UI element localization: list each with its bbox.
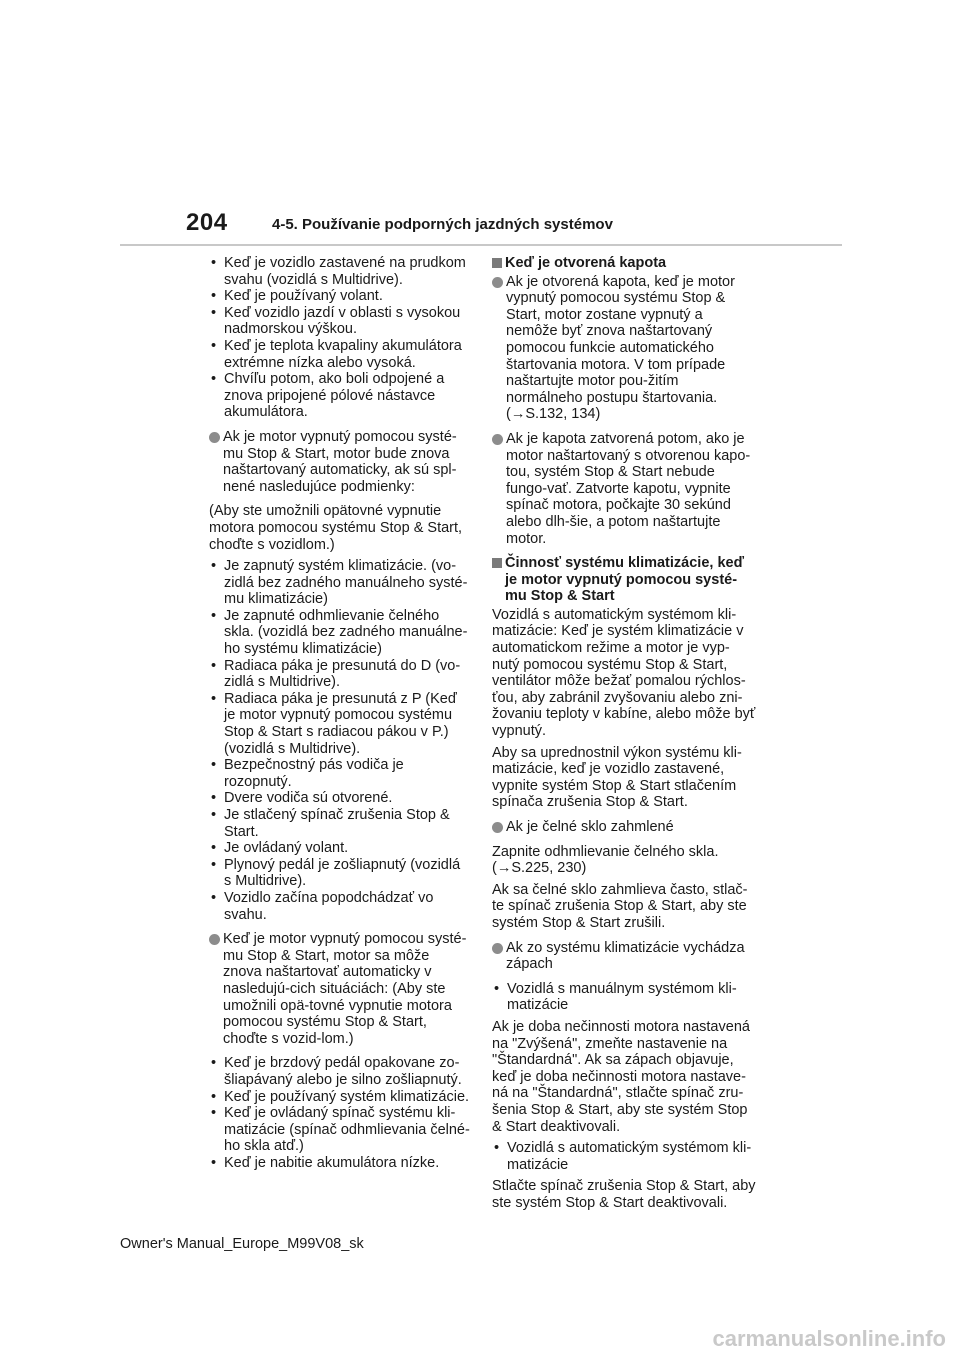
bullet-list: [492, 1140, 756, 1173]
list-item: • Keď je nabitie akumulátora nízke.: [209, 1155, 471, 1172]
paragraph: Vozidlá s automatickým systémom kli-matizácie: Keď je systém klimatizácie v automatickom režime a motor je vyp-nutý pomocou systému Stop & Start, ventilátor môže bežať pomalou rýchlos-ťou, aby zabránil zvyšovaniu alebo zni-žovaniu teploty v kabíne, alebo môže byť vypnutý.: [492, 606, 756, 740]
list-item: • Je ovládaný volant.: [209, 840, 471, 857]
circle-bullet-paragraph: [492, 819, 756, 836]
list-item: • Keď je brzdový pedál opakovane zo-šliapávaný alebo je silno zošliapnutý.: [209, 1055, 471, 1088]
paragraph: Ak sa čelné sklo zahmlieva často, stlač-te spínač zrušenia Stop & Start, aby ste systém Stop & Start zrušili.: [492, 881, 748, 931]
bullet-list-conditions: [209, 255, 471, 421]
circle-bullet-text: Keď je motor vypnutý pomocou systé-mu Stop & Start, motor sa môže znova naštartovať automaticky v nasledujú-cich situáciách: (Aby ste umožnili opä-tovné vypnutie motora pomocou systému Stop & Start, choďte s vozid-lom.): [223, 931, 467, 1047]
bullet-list-restart-conditions: [209, 558, 471, 923]
list-item: • Plynový pedál je zošliapnutý (vozidlá s Multidrive).: [209, 857, 471, 890]
list-item: • Keď vozidlo jazdí v oblasti s vysokou nadmorskou výškou.: [209, 305, 471, 338]
list-item: • Vozidlo začína popodchádzať vo svahu.: [209, 890, 471, 923]
list-item: • Keď je teplota kvapaliny akumulátora extrémne nízka alebo vysoká.: [209, 338, 471, 371]
circle-bullet-text: Ak je čelné sklo zahmlené: [506, 819, 674, 835]
chapter-title: 4-5. Používanie podporných jazdných systémov: [272, 216, 613, 233]
list-item: • Vozidlá s manuálnym systémom kli-matizácie: [492, 981, 756, 1014]
list-item: • Je zapnuté odhmlievanie čelného skla. (vozidlá bez zadného manuálne-ho systému klimatizácie): [209, 608, 471, 658]
circle-bullet-paragraph: [209, 931, 471, 1047]
list-item: • Keď je ovládaný spínač systému kli-matizácie (spínač odhmlievania čelné-ho skla atď.): [209, 1105, 471, 1155]
list-item: • Dvere vodiča sú otvorené.: [209, 790, 471, 807]
right-column: [492, 255, 756, 1216]
header-divider: [120, 244, 842, 246]
square-bullet-icon: [492, 558, 502, 568]
paragraph: Stlačte spínač zrušenia Stop & Start, aby ste systém Stop & Start deaktivovali.: [492, 1178, 756, 1211]
list-item: • Chvíľu potom, ako boli odpojené a znova pripojené pólové nástavce akumulátora.: [209, 371, 471, 421]
bullet-list-auto-restart: [209, 1055, 471, 1171]
list-item: • Je stlačený spínač zrušenia Stop & Start.: [209, 807, 471, 840]
circle-bullet-icon: [492, 822, 503, 833]
section-heading: [492, 255, 756, 272]
list-item: • Keď je používaný systém klimatizácie.: [209, 1089, 471, 1106]
circle-bullet-paragraph: [492, 431, 756, 547]
left-column: [209, 255, 471, 1179]
section-heading: [492, 555, 756, 605]
paragraph: Ak je doba nečinnosti motora nastavená na "Zvýšená", zmeňte nastavenie na "Štandardná". Ak sa zápach objavuje, keď je doba nečinnosti motora nastave-ná na "Štandardná", stlačte spínač zru-šenia Stop & Start, aby ste systém Stop & Start deaktivovali.: [492, 1018, 750, 1135]
circle-bullet-paragraph: [492, 274, 756, 423]
footer-manual-name: Owner's Manual_Europe_M99V08_sk: [120, 1236, 364, 1252]
circle-bullet-paragraph: [209, 429, 471, 495]
list-item: • Keď je používaný volant.: [209, 288, 471, 305]
circle-bullet-icon: [209, 934, 220, 945]
circle-bullet-text: Ak je otvorená kapota, keď je motor vypnutý pomocou systému Stop & Start, motor zostane vypnutý a nemôže byť znova naštartovaný pomocou funkcie automatického štartovania motora. V tom prípade naštartujte motor pou-žitím normálneho postupu štartovania. (→S.132, 134): [506, 273, 735, 423]
circle-bullet-icon: [492, 434, 503, 445]
paragraph: (Aby ste umožnili opätovné vypnutie motora pomocou systému Stop & Start, choďte s vozidlom.): [209, 503, 463, 553]
paragraph: Aby sa uprednostnil výkon systému kli-matizácie, keď je vozidlo zastavené, vypnite systém Stop & Start stlačením spínača zrušenia Stop & Start.: [492, 744, 742, 811]
list-item: • Bezpečnostný pás vodiča je rozopnutý.: [209, 757, 471, 790]
circle-bullet-icon: [209, 432, 220, 443]
page-number: 204: [186, 209, 228, 236]
section-heading-text: Keď je otvorená kapota: [505, 255, 667, 271]
circle-bullet-paragraph: [492, 940, 756, 973]
paragraph: Zapnite odhmlievanie čelného skla. (→S.225, 230): [492, 843, 719, 877]
list-item: • Je zapnutý systém klimatizácie. (vo-zidlá bez zadného manuálneho systé-mu klimatizácie): [209, 558, 471, 608]
list-item: • Keď je vozidlo zastavené na prudkom svahu (vozidlá s Multidrive).: [209, 255, 471, 288]
list-item: • Radiaca páka je presunutá do D (vo-zidlá s Multidrive).: [209, 658, 471, 691]
square-bullet-icon: [492, 258, 502, 268]
section-heading-text: Činnosť systému klimatizácie, keď je motor vypnutý pomocou systé-mu Stop & Start: [505, 555, 744, 605]
circle-bullet-icon: [492, 277, 503, 288]
list-item: • Radiaca páka je presunutá z P (Keď je motor vypnutý pomocou systému Stop & Start s radiacou pákou v P.) (vozidlá s Multidrive).: [209, 691, 471, 757]
list-item: • Vozidlá s automatickým systémom kli-matizácie: [492, 1140, 756, 1173]
circle-bullet-text: Ak zo systému klimatizácie vychádza zápach: [506, 939, 745, 973]
circle-bullet-text: Ak je kapota zatvorená potom, ako je motor naštartovaný s otvorenou kapo-tou, systém Stop & Start nebude fungo-vať. Zatvorte kapotu, vypnite spínač motora, počkajte 30 sekúnd alebo dlh-šie, a potom naštartujte motor.: [506, 430, 751, 547]
circle-bullet-text: Ak je motor vypnutý pomocou systé-mu Stop & Start, motor bude znova naštartovaný automaticky, ak sú spl-nené nasledujúce podmienky:: [223, 428, 457, 495]
circle-bullet-icon: [492, 943, 503, 954]
bullet-list: [492, 981, 756, 1014]
watermark: carmanualsonline.info: [712, 1326, 946, 1351]
